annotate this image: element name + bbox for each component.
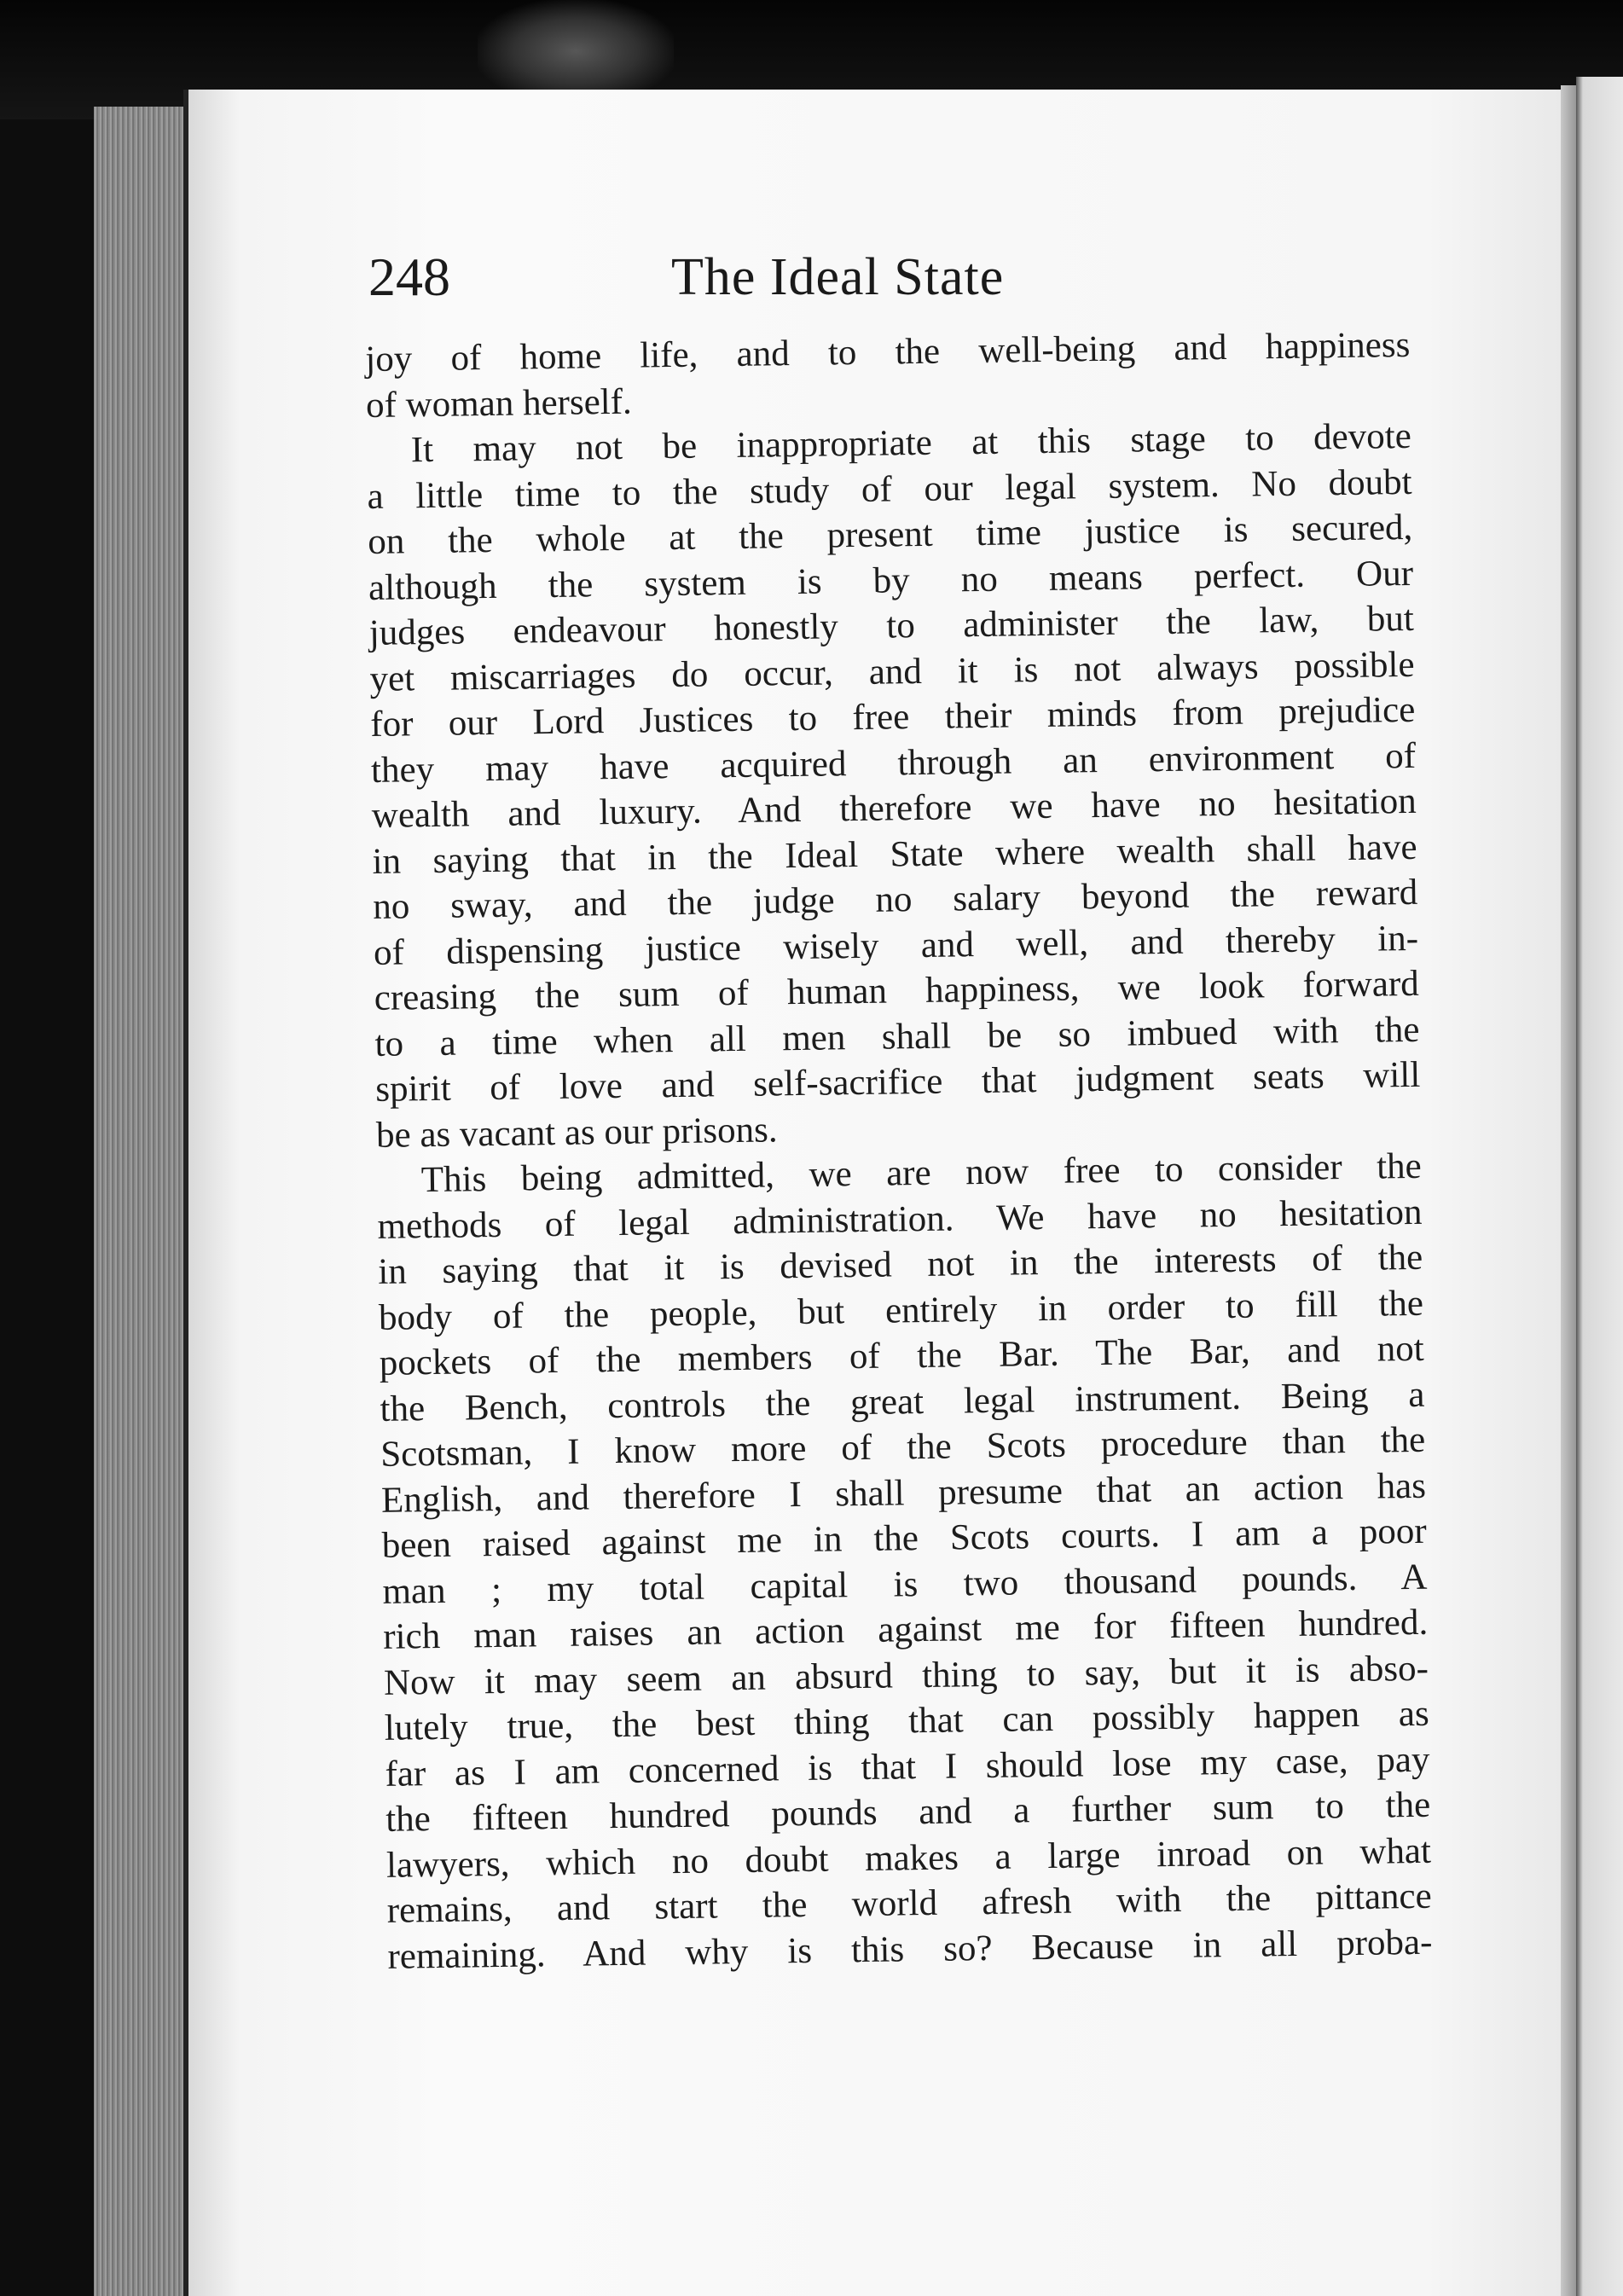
- text-line: remaining. And why is this so? Because in all proba-: [387, 1922, 1433, 1977]
- text-line: be as vacant as our prisons.: [375, 1109, 778, 1156]
- text-line: for our Lord Justices to free their minds from prejudice: [370, 689, 1416, 745]
- text-line: joy of home life, and to the well-being and happiness: [365, 324, 1411, 380]
- text-line: Scotsman, I know more of the Scots procedure than the: [380, 1419, 1426, 1475]
- text-line: they may have acquired through an environment of: [370, 735, 1417, 791]
- text-line: a little time to the study of our legal system. No doubt: [367, 461, 1412, 517]
- text-line: wealth and luxury. And therefore we have no hesitation: [371, 780, 1417, 836]
- text-line: far as I am concerned is that I should lose my case, pay: [385, 1739, 1430, 1794]
- text-line: spirit of love and self-sacrifice that judgment seats will: [374, 1054, 1421, 1110]
- text-line: This being admitted, we are now free to consider the: [420, 1145, 1423, 1201]
- text-line: It may not be inappropriate at this stage to devote: [410, 415, 1412, 471]
- text-line: Now it may seem an absurd thing to say, but it is abso-: [383, 1648, 1429, 1703]
- text-line: no sway, and the judge no salary beyond the reward: [373, 872, 1418, 927]
- text-line: English, and therefore I shall presume that an action has: [380, 1465, 1427, 1521]
- text-line: been raised against me in the Scots courts. I am a poor: [381, 1510, 1428, 1566]
- text-line: lawyers, which no doubt makes a large inroad on what: [385, 1830, 1432, 1886]
- body-text: [365, 322, 1458, 1979]
- text-line: of dispensing justice wisely and well, and thereby in-: [373, 918, 1419, 973]
- book-page-edges: [94, 107, 188, 2296]
- text-line: in saying that it is devised not in the interests of the: [377, 1237, 1423, 1292]
- text-line: pockets of the members of the Bar. The Bar, and not: [379, 1328, 1425, 1383]
- page-header: [368, 243, 1119, 320]
- text-line: man ; my total capital is two thousand pounds. A: [382, 1557, 1428, 1612]
- text-line: yet miscarriages do occur, and it is not always possible: [369, 644, 1415, 699]
- running-title: The Ideal State: [671, 248, 1005, 306]
- facing-page-edge: [1576, 77, 1623, 2296]
- text-line: on the whole at the present time justice is secured,: [368, 507, 1413, 562]
- text-line: in saying that in the Ideal State where wealth shall have: [372, 826, 1417, 882]
- page-number: 248: [368, 246, 450, 307]
- text-line: of woman herself.: [365, 381, 633, 426]
- text-line: judges endeavour honestly to administer the law, but: [368, 598, 1415, 653]
- text-line: body of the people, but entirely in order to fill the: [378, 1283, 1424, 1338]
- text-line: methods of legal administration. We have no hesitation: [377, 1191, 1423, 1247]
- text-line: the fifteen hundred pounds and a further sum to the: [385, 1784, 1431, 1840]
- text-line: lutely true, the best thing that can possibly happen as: [384, 1693, 1429, 1748]
- text-line: to a time when all men shall be so imbued with the: [374, 1009, 1420, 1064]
- text-line: although the system is by no means perfect. Our: [368, 553, 1414, 608]
- text-line: rich man raises an action against me for fifteen hundred.: [382, 1602, 1429, 1657]
- text-line: remains, and start the world afresh with the pittance: [386, 1876, 1432, 1931]
- text-line: the Bench, controls the great legal instrument. Being a: [380, 1374, 1425, 1429]
- scan-artifact: [478, 0, 674, 102]
- text-line: creasing the sum of human happiness, we look forward: [374, 963, 1420, 1018]
